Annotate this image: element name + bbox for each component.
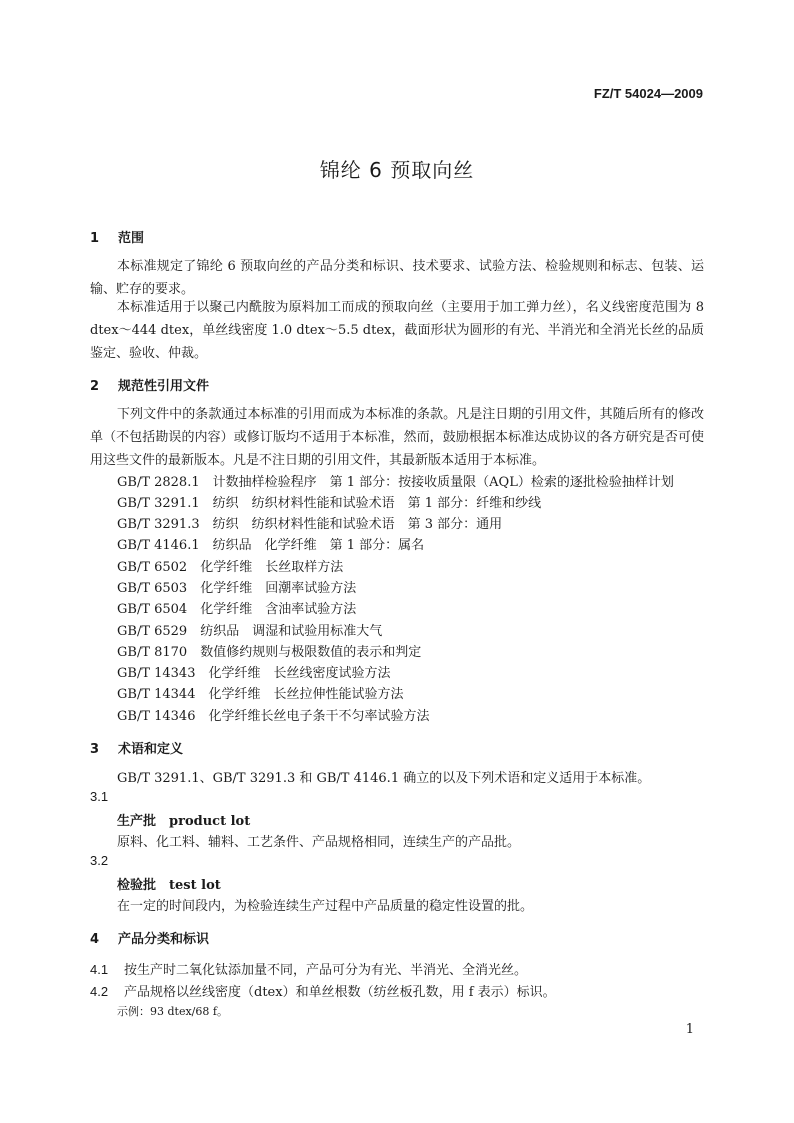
- standard-number: FZ/T 54024—2009: [593, 86, 703, 101]
- clause-text: 按生产时二氧化钛添加量不同，产品可分为有光、半消光、全消光丝。: [124, 963, 528, 978]
- reference-item: GB/T 3291.1 纺织 纺织材料性能和试验术语 第 1 部分：纤维和纱线: [117, 496, 542, 511]
- reference-item: GB/T 14346 化学纤维长丝电子条干不匀率试验方法: [117, 709, 430, 724]
- section-number: 2: [90, 379, 100, 394]
- section-number: 1: [90, 231, 100, 246]
- reference-item: GB/T 3291.3 纺织 纺织材料性能和试验术语 第 3 部分：通用: [117, 517, 503, 532]
- normative-references-paragraph: 下列文件中的条款通过本标准的引用而成为本标准的条款。凡是注日期的引用文件，其随后所有的修改单（不包括勘误的内容）或修订版均不适用于本标准，然而，鼓励根据本标准达成协议的各方研究是否可使用这些文件的最新版本。凡是不注日期的引用文件，其最新版本适用于本标准。: [90, 407, 704, 468]
- section-title: 术语和定义: [118, 742, 184, 757]
- reference-item: GB/T 6503 化学纤维 回潮率试验方法: [117, 581, 357, 596]
- clause-number: 3.1: [90, 789, 109, 804]
- clause-number: 3.2: [90, 853, 109, 868]
- scope-paragraph-1: 本标准规定了锦纶 6 预取向丝的产品分类和标识、技术要求、试验方法、检验规则和标志、包装、运输、贮存的要求。: [90, 259, 704, 297]
- section-number: 4: [90, 932, 100, 947]
- clause-number: 4.2: [90, 984, 109, 999]
- clause-4-2: [90, 981, 556, 1000]
- term-definition: 在一定的时间段内，为检验连续生产过程中产品质量的稳定性设置的批。: [117, 899, 534, 914]
- reference-item: GB/T 6502 化学纤维 长丝取样方法: [117, 560, 344, 575]
- clause-4-1: [90, 959, 527, 978]
- section-title: 规范性引用文件: [118, 379, 210, 394]
- term-name: 检验批 test lot: [117, 878, 221, 893]
- clause-number: 4.1: [90, 962, 109, 977]
- reference-item: GB/T 2828.1 计数抽样检验程序 第 1 部分：按接收质量限（AQL）检索的逐批检验抽样计划: [117, 475, 674, 490]
- terms-intro-paragraph: GB/T 3291.1、GB/T 3291.3 和 GB/T 4146.1 确立的以及下列术语和定义适用于本标准。: [117, 771, 651, 786]
- reference-item: GB/T 6529 纺织品 调湿和试验用标准大气: [117, 624, 383, 639]
- example-note: 示例：93 dtex/68 f。: [117, 1005, 228, 1018]
- section-1-heading: [90, 227, 144, 246]
- scope-paragraph-2: 本标准适用于以聚己内酰胺为原料加工而成的预取向丝（主要用于加工弹力丝），名义线密度范围为 8 dtex～444 dtex，单丝线密度 1.0 dtex～5.5 dtex，截面形状为圆形的有光、半消光和全消光长丝的品质鉴定、验收、仲裁。: [90, 300, 704, 361]
- reference-item: GB/T 14344 化学纤维 长丝拉伸性能试验方法: [117, 687, 404, 702]
- section-title: 范围: [118, 231, 145, 246]
- reference-item: GB/T 4146.1 纺织品 化学纤维 第 1 部分：属名: [117, 538, 425, 553]
- clause-text: 产品规格以丝线密度（dtex）和单丝根数（纺丝板孔数，用 f 表示）标识。: [124, 985, 556, 1000]
- reference-item: GB/T 14343 化学纤维 长丝线密度试验方法: [117, 666, 391, 681]
- section-4-heading: [90, 928, 209, 947]
- term-definition: 原料、化工料、辅料、工艺条件、产品规格相同，连续生产的产品批。: [117, 835, 521, 850]
- section-title: 产品分类和标识: [118, 932, 210, 947]
- section-3-heading: [90, 738, 183, 757]
- section-number: 3: [90, 742, 100, 757]
- reference-item: GB/T 8170 数值修约规则与极限数值的表示和判定: [117, 645, 422, 660]
- section-2-heading: [90, 375, 209, 394]
- reference-item: GB/T 6504 化学纤维 含油率试验方法: [117, 602, 357, 617]
- page-number: 1: [685, 1022, 694, 1037]
- document-title: 锦纶 6 预取向丝: [319, 158, 475, 182]
- term-name: 生产批 product lot: [117, 814, 251, 829]
